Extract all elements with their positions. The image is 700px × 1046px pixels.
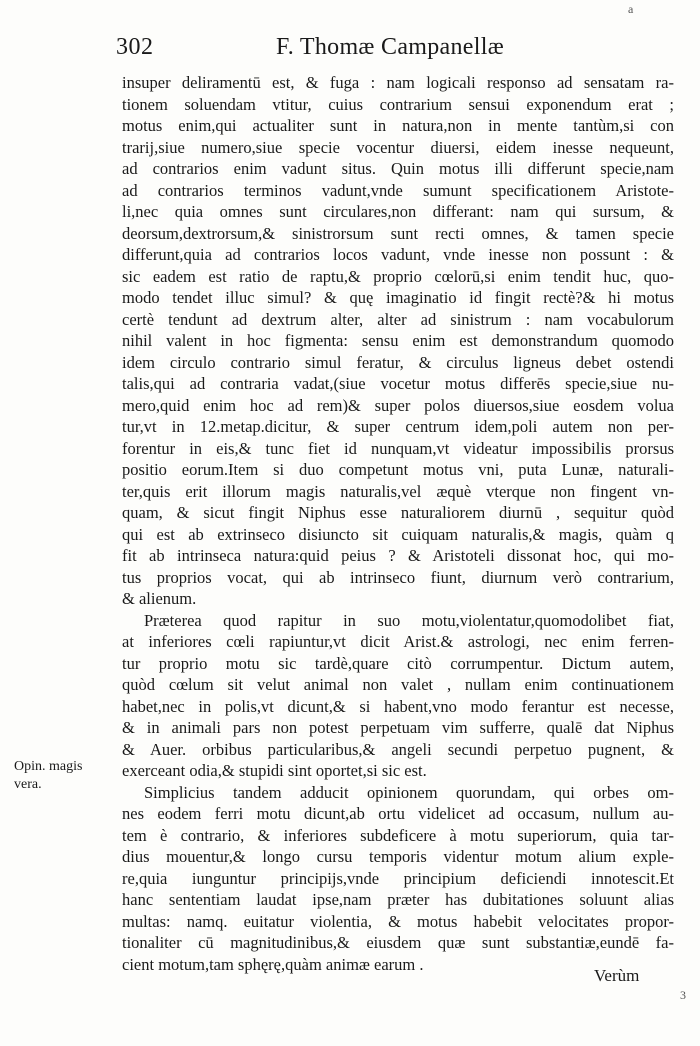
text-line: differunt,quia ad contrarios locos vadunt, vnde inesse non possunt : & (122, 245, 674, 264)
text-line: nihil valent in hoc figmenta: sensu enim est demonstrandum quomodo (122, 331, 674, 350)
text-line: ad contrarios enim vadunt situs. Quin motus illi differunt specie,nam (122, 159, 674, 178)
text-line: nes eodem ferri motu dicunt,ab ortu videlicet ad occasum, nullum au- (122, 804, 674, 823)
text-line: sic eadem est ratio de raptu,& proprio cœlorū,si enim tendit huc, quo- (122, 266, 674, 286)
running-title: F. Thomæ Campanellæ (276, 34, 505, 60)
text-line: tus proprios vocat, qui ab intrinseco fiunt, diurnum verò contrarium, (122, 567, 674, 587)
text-line: fit ab intrinseca natura:quid peius ? & Aristoteli dissonat hoc, qui mo- (122, 546, 674, 565)
text-line: hanc sententiam laudat ipse,nam præter has dubitationes soluunt alias (122, 890, 674, 909)
text-line: tur proprio motu sic tardè,quare citò corrumpentur. Dictum autem, (122, 653, 674, 673)
text-line: certè tendunt ad dextrum alter, alter ad sinistrum : nam vocabulorum (122, 309, 674, 329)
corner-mark: a (628, 2, 634, 16)
text-line: re,quia iunguntur principijs,vnde principium deficiendi innotescit.Et (122, 868, 674, 888)
text-line: Simplicius tandem adducit opinionem quorundam, qui orbes om- (144, 782, 674, 802)
text-line: at inferiores cœli rapiuntur,vt dicit Arist.& astrologi, nec enim ferren- (122, 632, 674, 651)
margin-note (14, 758, 114, 794)
text-line: deorsum,dextrorsum,& sinistrorsum sunt recti omnes, & tamen specie (122, 223, 674, 243)
text-line: motus enim,qui actualiter sunt in natura,non in mente tantùm,si con (122, 116, 674, 135)
text-line: multas: namq. euitatur violentia, & motus habebit velocitates propor- (122, 911, 674, 931)
page-number: 302 (116, 34, 154, 60)
edge-mark: 3 (680, 988, 686, 1002)
text-line: tionaliter cū magnitudinibus,& eiusdem quæ sunt substantiæ,eundē fa- (122, 933, 674, 952)
text-line: & in animali pars non potest perpetuam vim sufferre, qualē dat Niphus (122, 718, 674, 737)
text-line: dius mouentur,& longo cursu temporis videntur motum alium exple- (122, 847, 674, 866)
margin-note-line: Opin. magis (14, 759, 83, 774)
text-line: idem circulo contrario simul feratur, & circulus ligneus debet ostendi (122, 352, 674, 372)
text-line: modo tendet illuc simul? & quę imaginatio id fingit rectè?& hi motus (122, 288, 674, 307)
text-line: quòd cœlum sit velut animal non valet , nullam enim continuationem (122, 675, 674, 694)
catchword: Verùm (594, 966, 640, 985)
text-line: talis,qui ad contraria vadat,(siue vocetur motus differēs specie,siue nu- (122, 374, 674, 393)
text-line: & alienum. (122, 589, 197, 608)
text-line: habet,nec in polis,vt dicunt,& si habent,vno modo ferantur est necesse, (122, 696, 674, 716)
text-line: ter,quis erit illorum magis naturalis,vel æquè vterque non fingent vn- (122, 481, 674, 501)
text-line: positio eorum.Item si duo competunt motus vni, puta Lunæ, naturali- (122, 460, 674, 479)
text-line: exerceant odia,& stupidi sint oportet,si sic est. (122, 761, 427, 780)
page-header (116, 34, 676, 68)
text-line: & Auer. orbibus particularibus,& angeli secundi perpetuo pugnent, & (122, 739, 674, 759)
text-line: tem è contrario, & inferiores subdeficere à motu superiorum, quia tar- (122, 825, 674, 845)
text-line: tur,vt in 12.metap.dicitur, & super centrum idem,poli autem non per- (122, 417, 674, 436)
text-line: trarij,siue numero,siue specie vocentur diuersi, eidem inesse nequeunt, (122, 137, 674, 157)
text-line: ad contrarios terminos vadunt,vnde sumunt specificationem Aristote- (122, 180, 674, 200)
text-line: Præterea quod rapitur in suo motu,violentatur,quomodolibet fiat, (144, 610, 674, 630)
text-line: cient motum,tam sphęrę,quàm animæ earum . (122, 954, 424, 974)
text-line: tionem soluendam vtitur, cuius contrarium sensui exponendum erat ; (122, 94, 674, 114)
text-line: mero,quid enim hoc ad rem)& super polos diuersos,siue eosdem volua (122, 395, 674, 415)
text-line: qui est ab extrinseco disiuncto sit cuiquam naturalis,& magis, quàm q (122, 524, 674, 544)
text-line: li,nec quia omnes sunt circulares,non differant: nam qui sursum, & (122, 202, 674, 221)
text-line: quam, & sicut fingit Niphus esse naturaliorem diurnū , sequitur quòd (122, 503, 674, 522)
margin-note-line: vera. (14, 777, 42, 792)
text-line: forentur in eis,& tunc fiet id nunquam,vt videatur impossibilis prorsus (122, 438, 674, 458)
text-line: insuper deliramentū est, & fuga : nam logicali responso ad sensatam ra- (122, 73, 674, 92)
body-text (122, 72, 674, 975)
